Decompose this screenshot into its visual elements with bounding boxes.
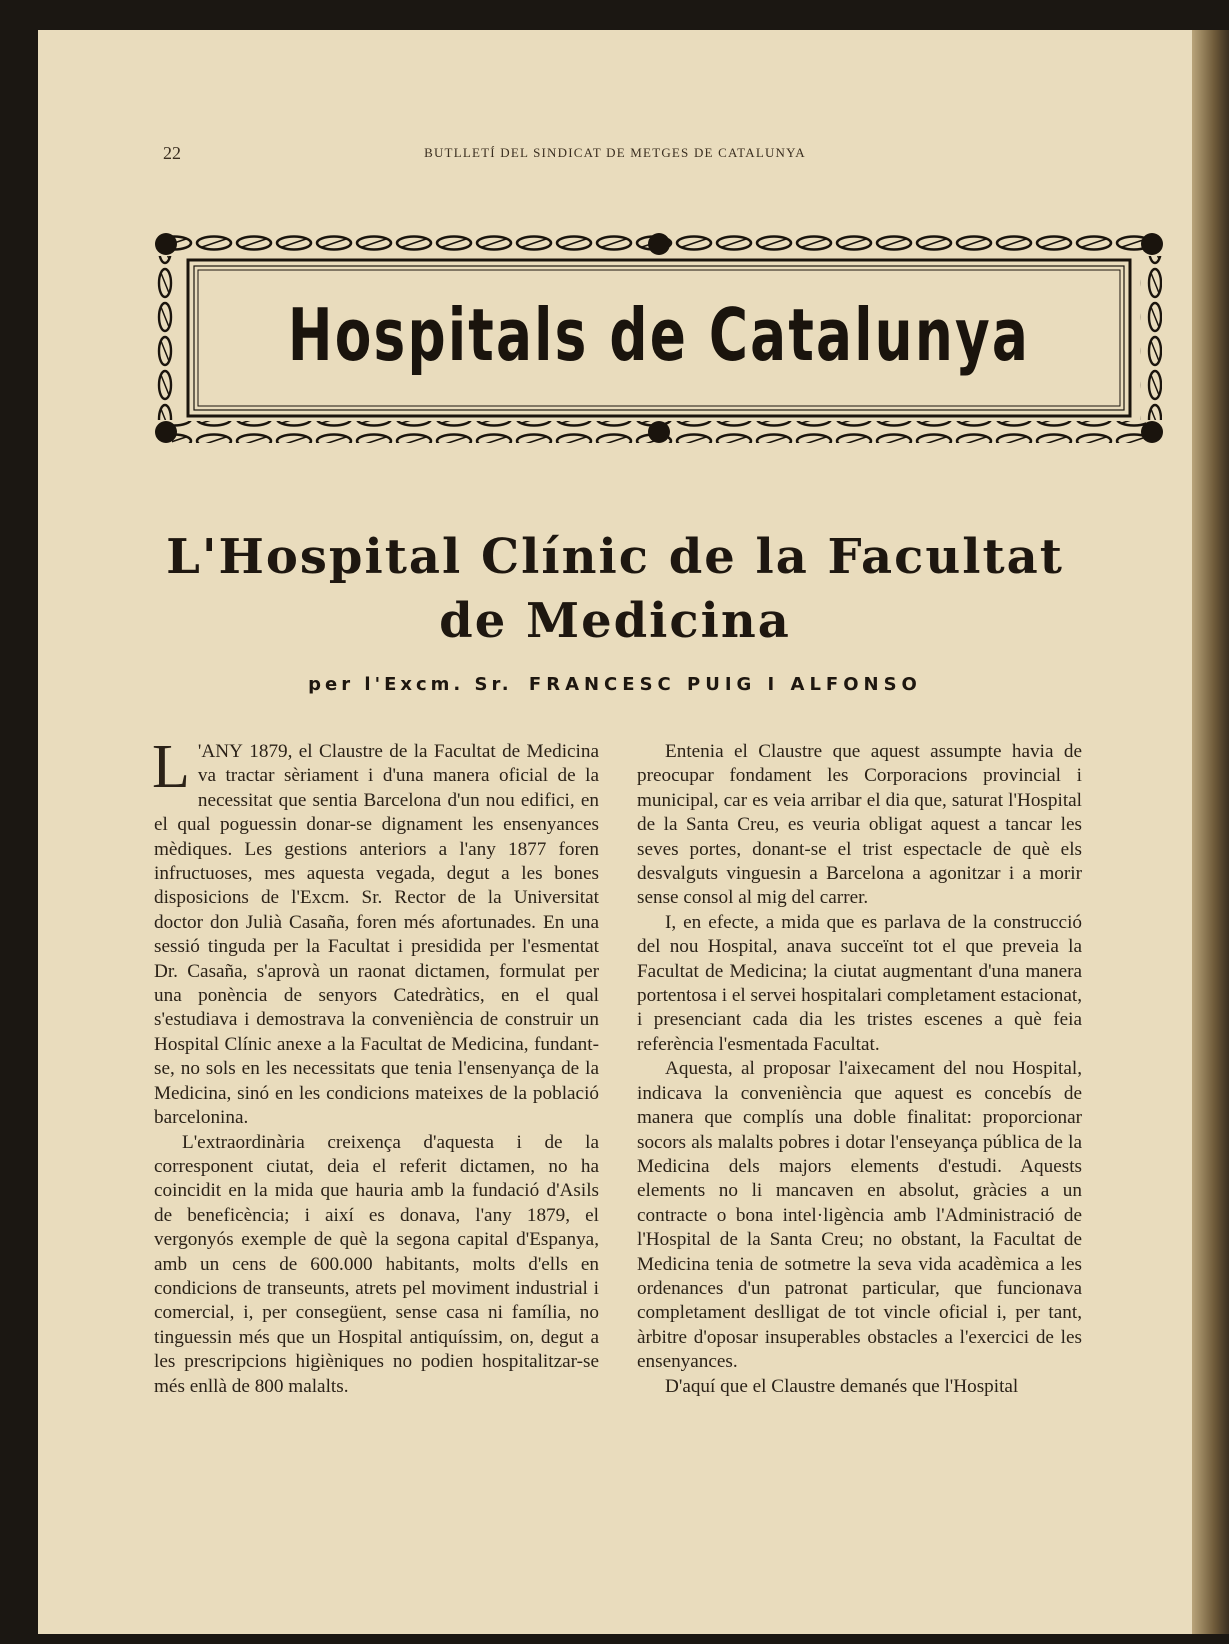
right-column: [637, 740, 1082, 1399]
section-title: Hospitals de Catalunya: [287, 293, 1031, 377]
document-page: [38, 30, 1192, 1634]
paragraph: D'aquí que el Claustre demanés que l'Hospital: [665, 1375, 1019, 1397]
left-column: [152, 733, 599, 1399]
paragraph: L'extraordinària creixença d'aquesta i de la corresponent ciutat, deia el referit dictamen, no ha coincidit en la mida que hauria amb la fundació d'Asils de beneficència; i així es donava, l'any 1879, el vergonyós exemple de què la segona capital d'Espanya, amb un cens de 600.000 habitants, molts d'ells en condicions de transeunts, atrets pel moviment industrial i comercial, i, per consegüent, sense casa ni família, no tinguessin més que un Hospital antiquíssim, on, degut a les prescripcions higièniques no podien hospitalitzar-se més enllà de 800 malalts.: [154, 1131, 599, 1397]
paragraph: Aquesta, al proposar l'aixecament del nou Hospital, indicava la conveniència que aquest es concebís de manera que complís una doble finalitat: proporcionar socors als malalts pobres i dotar l'enseyança pública de la Medicina dels majors elements d'estudi. Aquests elements no li mancaven en absolut, gràcies a un contracte o bona intel·ligència amb l'Administració de l'Hospital de la Santa Creu; no obstant, la Facultat de Medicina tenia de sotmetre la seva vida acadèmica a les ordenances d'un patronat particular, que funcionava completament deslligat de tot vincle oficial i, per tant, àrbitre d'oposar insuperables obstacles a l'exercici de les ensenyances.: [637, 1058, 1082, 1373]
page-number: 22: [163, 143, 181, 163]
article-title-line-1: L'Hospital Clínic de la Facultat: [166, 529, 1064, 585]
byline: [38, 674, 1192, 695]
author-name: FRANCESC PUIG I ALFONSO: [528, 674, 922, 695]
lead-word: 'ANY: [197, 741, 243, 762]
running-header: [38, 143, 1192, 167]
article-title: [38, 525, 1192, 653]
article-title-line-2: de Medicina: [439, 593, 791, 649]
book-spine: [1192, 30, 1229, 1634]
paragraph: Entenia el Claustre que aquest assumpte havia de preocupar fondament les Corporacions provincial i municipal, car es veia arribar el dia que, saturat l'Hospital de la Santa Creu, es veuria obligat aquest a tancar les seves portes, donant-se el trist espectacle de què els desvalguts vinguesin a Barcelona a agonitzar i a morir sense consol al mig del carrer.: [637, 741, 1082, 909]
journal-title: BUTLLETÍ DEL SINDICAT DE METGES DE CATALUNYA: [424, 145, 806, 160]
section-banner: [154, 232, 1164, 444]
drop-cap: L: [152, 733, 190, 801]
paragraph: I, en efecte, a mida que es parlava de la construcció del nou Hospital, anava succeïnt tot el que preveia la Facultat de Medicina; la ciutat augmentant d'una manera portentosa i el servei hospitalari completament estacionat, i presenciant cada dia les tristes escenes a què feia referència l'esmentada Facultat.: [637, 911, 1082, 1055]
paragraph: [152, 733, 599, 1131]
paragraph-text: 1879, el Claustre de la Facultat de Medicina va tractar sèriament i d'una manera oficial de la necessitat que sentia Barcelona d'un nou edifici, en el qual poguessin donar-se dignament les ensenyances mèdiques. Les gestions anteriors a l'any 1877 foren infructuoses, mes aquesta vegada, degut a les bones disposicions de l'Excm. Sr. Rector de la Universitat doctor don Julià Casaña, foren més afortunades. En una sessió tinguda per la Facultat i presidida per l'esmentat Dr. Casaña, s'aprovà un raonat dictamen, formulat per una ponència de senyors Catedràtics, en el qual s'estudiava i demostrava la conveniència de construir un Hospital Clínic anexe a la Facultat de Medicina, fundant-se, no sols en les necessitats que tenia l'ensenyança de la Medicina, sinó en les condicions mateixes de la població barcelonina.: [154, 741, 599, 1129]
byline-prefix: per l'Excm. Sr.: [308, 674, 513, 695]
